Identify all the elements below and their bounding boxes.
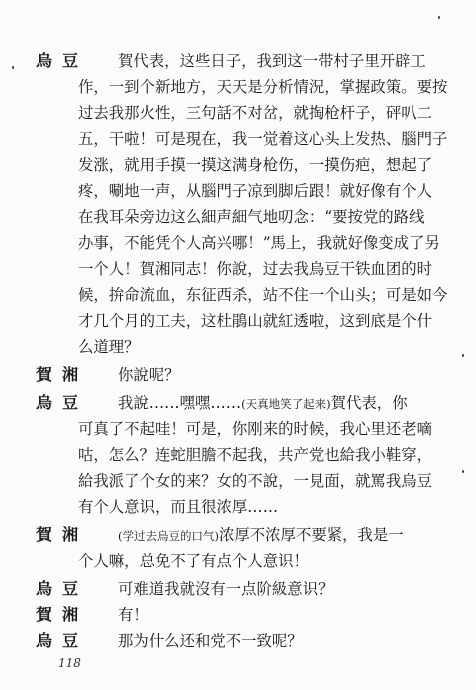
stage-direction: (天真地笑了起来) bbox=[241, 397, 331, 411]
scan-speck bbox=[12, 66, 14, 69]
dialogue-line: 才几个月的工夫，这杜鵑山就紅透啦，这到底是个什 bbox=[78, 312, 432, 330]
dialogue-line: 发涨，就用手摸一摸这满身枪伤，一摸伤疤，想起了 bbox=[78, 156, 432, 174]
dialogue-line: 五，干啦！可是現在，我一觉着这心头上发热、腦門子 bbox=[78, 130, 448, 148]
speaker-name: 賀湘 bbox=[36, 365, 89, 384]
scan-speck bbox=[438, 16, 440, 19]
speaker-name: 烏豆 bbox=[36, 579, 89, 598]
speaker-name: 賀湘 bbox=[36, 605, 89, 624]
dialogue-line: 么道理？ bbox=[78, 338, 140, 356]
dialogue-text: 賀代表，你 bbox=[330, 394, 408, 412]
dialogue-line: 过去我那火性，三句話不对岔，就掏枪杆子，砰叭二 bbox=[78, 104, 432, 122]
dialogue-line bbox=[118, 390, 450, 416]
dialogue-line: 賀代表，这些日子，我到这一带村子里开辟工 bbox=[118, 52, 426, 70]
dialogue-line bbox=[118, 522, 450, 548]
dialogue-line: 你說呢？ bbox=[118, 366, 180, 384]
dialogue-line: 可真了不起哇！可是，你刚来的时候，我心里还老嘀 bbox=[78, 420, 432, 438]
dialogue-line: 作，一到个新地方，天天是分析情況，掌握政策。要按 bbox=[78, 78, 448, 96]
speaker-name: 烏豆 bbox=[36, 393, 89, 412]
dialogue-line: 办事，不能凭个人高兴哪！”馬上，我就好像变成了另 bbox=[78, 234, 440, 252]
dialogue-line: 个人嘛，总免不了有点个人意识！ bbox=[78, 552, 309, 570]
stage-direction: (学过去烏豆的口气) bbox=[118, 529, 219, 543]
dialogue-line: 疼，唰地一声，从腦門子凉到脚后跟！就好像有个人 bbox=[78, 182, 432, 200]
speaker-name: 烏豆 bbox=[36, 51, 89, 70]
dialogue-line: 候，拚命流血，东征西杀，站不住一个山头；可是如今 bbox=[78, 286, 448, 304]
dialogue-line: 那为什么还和党不一致呢？ bbox=[118, 632, 303, 650]
dialogue-line: 一个人！賀湘同志！你說，过去我烏豆干铁血团的时 bbox=[78, 260, 432, 278]
page-number: 118 bbox=[58, 656, 81, 670]
dialogue-line: 有！ bbox=[118, 606, 149, 624]
scan-speck bbox=[462, 354, 464, 357]
scan-speck bbox=[462, 470, 464, 473]
dialogue-line: 有个人意识，而且很浓厚…… bbox=[78, 498, 279, 516]
dialogue-text: 我說……嘿嘿…… bbox=[118, 394, 242, 412]
dialogue-line: 可难道我就沒有一点阶級意识？ bbox=[118, 580, 334, 598]
speaker-name: 賀湘 bbox=[36, 525, 89, 544]
dialogue-line: 給我派了个女的来？女的不說，一見面，就罵我烏豆 bbox=[78, 472, 432, 490]
speaker-name: 烏豆 bbox=[36, 631, 89, 650]
dialogue-line: 咕，怎么？连蛇胆膽不起我，共产党也給我小鞋穿， bbox=[78, 446, 432, 464]
dialogue-line: 在我耳朵旁边这么細声細气地叨念：“要按党的路线 bbox=[78, 208, 425, 226]
dialogue-text: 浓厚不浓厚不要紧，我是一 bbox=[218, 526, 404, 544]
